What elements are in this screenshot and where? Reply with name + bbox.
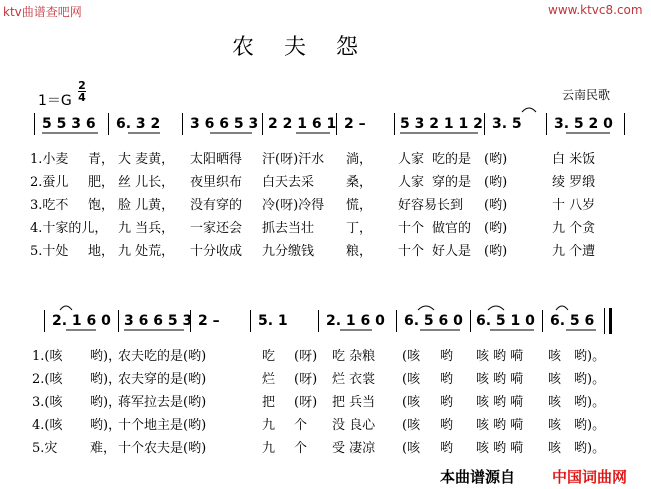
watermark-left: ktv曲谱查吧网 — [3, 5, 82, 19]
lyric: (呀) — [294, 395, 318, 410]
lyric: 哟)。 — [574, 395, 606, 410]
lyric: 5.灾 — [32, 441, 58, 456]
lyric: 九 — [262, 418, 276, 433]
lyric: 烂 衣裳 — [332, 372, 376, 387]
lyric: 咳 — [548, 349, 562, 364]
lyric: 哟 — [440, 349, 454, 364]
lyric: (哟) — [484, 175, 508, 190]
lyric: 绫 罗缎 — [552, 175, 596, 190]
lyric: 九 — [262, 441, 276, 456]
lyric: 九 处荒， — [118, 244, 175, 259]
lyric: 没 良心 — [332, 418, 376, 433]
lyric: 九 个贪 — [552, 221, 596, 236]
lyric: 吃 — [262, 349, 276, 364]
lyric: 抓去当壮 — [262, 221, 315, 236]
lyric: 白天去采 — [262, 175, 315, 190]
lyric: 难， — [90, 441, 117, 456]
lyric: 冷(呀)冷得 — [262, 198, 325, 213]
lyric: 丁， — [346, 221, 373, 236]
measure: 3. 5 2 0 — [554, 116, 613, 132]
lyric: 哟 — [440, 372, 454, 387]
time-signature-top: 2 — [78, 79, 86, 92]
lyric: 把 — [262, 395, 276, 410]
slur — [418, 306, 434, 310]
lyric: (哟) — [484, 221, 508, 236]
lyric: (呀) — [294, 372, 318, 387]
lyric: 十个地主是(哟) — [118, 418, 207, 433]
measure: 6. 3 2 — [116, 116, 161, 132]
lyric: (呀) — [294, 349, 318, 364]
key-signature: 1＝G — [38, 93, 72, 109]
lyric: 吃的是 — [432, 152, 472, 167]
song-title: 农夫怨 — [232, 35, 389, 60]
footer-site-name[interactable]: 中国词曲网 — [552, 468, 628, 486]
measure: 6. 5 6 — [550, 313, 595, 329]
lyric: 青， — [88, 152, 115, 167]
lyric: 哟)。 — [574, 441, 606, 456]
lyric: 十个 — [398, 221, 425, 236]
lyric: 做官的 — [432, 221, 472, 236]
lyric: 九 当兵， — [118, 221, 175, 236]
lyric: 个 — [294, 418, 308, 433]
lyric: 把 兵当 — [332, 395, 376, 410]
time-signature-bottom: 4 — [78, 91, 86, 104]
lyric: (咳 — [402, 372, 421, 387]
lyric: 丝 儿长， — [118, 175, 175, 190]
lyric: 饱， — [88, 198, 115, 213]
measure: 2 – — [344, 116, 366, 132]
measure: 5 3 2 1 1 2 — [400, 116, 483, 132]
lyric: 农夫吃的是(哟) — [118, 349, 207, 364]
lyric: 哟)。 — [574, 372, 606, 387]
measure: 3 6 6 5 3 — [124, 313, 193, 329]
lyric: 咳 — [548, 441, 562, 456]
lyric: 好容易长到 — [398, 198, 464, 213]
lyric: 咳 哟 嗬 — [476, 372, 524, 387]
lyric: 1.小麦 — [30, 152, 69, 167]
lyric: 肥， — [88, 175, 115, 190]
lyric: 人家 — [398, 175, 425, 190]
lyric: 农夫穿的是(哟) — [118, 372, 207, 387]
lyric: 慌， — [346, 198, 373, 213]
lyric: 受 凄凉 — [332, 441, 376, 456]
song-source: 云南民歌 — [562, 88, 611, 102]
measure: 5 5 3 6 — [42, 116, 96, 132]
lyric: (哟) — [484, 152, 508, 167]
lyric: 3.(咳 — [32, 395, 63, 410]
lyric: 十个 — [398, 244, 425, 259]
lyric: (咳 — [402, 395, 421, 410]
lyric: 人家 — [398, 152, 425, 167]
lyric: 十 八岁 — [552, 198, 596, 213]
measure: 5. 1 — [258, 313, 288, 329]
lyric: 咳 — [548, 395, 562, 410]
lyric: 2.蚕儿 — [30, 175, 69, 190]
lyric: 好人是 — [432, 244, 472, 259]
lyric: 大 麦黄， — [118, 152, 175, 167]
measure: 6. 5 6 0 — [404, 313, 463, 329]
lyric: 太阳晒得 — [190, 152, 243, 167]
lyric: 烂 — [262, 372, 276, 387]
lyric: 蒋军拉去是(哟) — [118, 395, 207, 410]
lyric: 白 米饭 — [552, 152, 596, 167]
lyric: 咳 — [548, 372, 562, 387]
measure: 6. 5 1 0 — [476, 313, 535, 329]
footer-source-label: 本曲谱源自 — [440, 468, 516, 486]
lyric: 咳 哟 嗬 — [476, 395, 524, 410]
lyric: 哟)， — [90, 395, 122, 410]
lyric: 哟 — [440, 441, 454, 456]
measure: 2. 1 6 0 — [52, 313, 111, 329]
lyric: 淌， — [346, 152, 373, 167]
lyric: 哟)， — [90, 418, 122, 433]
lyric: 九 个遭 — [552, 244, 596, 259]
lyric: 4.十家的儿， — [30, 221, 108, 236]
lyric: (咳 — [402, 418, 421, 433]
lyric: 哟)。 — [574, 349, 606, 364]
lyric: 一家还会 — [190, 221, 243, 236]
lyric: 哟 — [440, 418, 454, 433]
measure: 2. 1 6 0 — [326, 313, 385, 329]
lyric: (咳 — [402, 441, 421, 456]
lyric: 十个农夫是(哟) — [118, 441, 207, 456]
lyric: 哟 — [440, 395, 454, 410]
lyric: 桑， — [346, 175, 373, 190]
lyric: 4.(咳 — [32, 418, 63, 433]
lyric: 哟)， — [90, 349, 122, 364]
lyric: 咳 哟 嗬 — [476, 418, 524, 433]
measure: 2 2 1 6 1 — [268, 116, 337, 132]
lyric: 脸 儿黄， — [118, 198, 175, 213]
lyric: (哟) — [484, 244, 508, 259]
lyric: 哟)。 — [574, 418, 606, 433]
lyric: 5.十处 — [30, 244, 69, 259]
lyric: 没有穿的 — [190, 198, 243, 213]
lyric: 咳 哟 嗬 — [476, 349, 524, 364]
lyric: 粮， — [346, 244, 373, 259]
lyric: 个 — [294, 441, 308, 456]
lyric: 地， — [88, 244, 115, 259]
slur — [488, 306, 504, 310]
lyric: 夜里织布 — [190, 175, 243, 190]
lyric: 2.(咳 — [32, 372, 63, 387]
lyric: 1.(咳 — [32, 349, 63, 364]
lyric: 咳 哟 嗬 — [476, 441, 524, 456]
measure: 3. 5 — [492, 116, 522, 132]
lyric: 吃 杂粮 — [332, 349, 376, 364]
lyric: 穿的是 — [432, 175, 472, 190]
lyric: 十分收成 — [190, 244, 243, 259]
lyric: 咳 — [548, 418, 562, 433]
slur — [556, 306, 568, 310]
lyric: (哟) — [484, 198, 508, 213]
lyric: 3.吃不 — [30, 198, 69, 213]
lyric: (咳 — [402, 349, 421, 364]
lyric: 哟)， — [90, 372, 122, 387]
measure: 3 6 6 5 3 — [190, 116, 259, 132]
measure: 2 – — [198, 313, 220, 329]
lyric: 汗(呀)汗水 — [262, 152, 325, 167]
watermark-right: www.ktvc8.com — [548, 3, 643, 17]
slur — [522, 108, 536, 112]
slur — [60, 306, 72, 310]
lyric: 九分缴钱 — [262, 244, 315, 259]
